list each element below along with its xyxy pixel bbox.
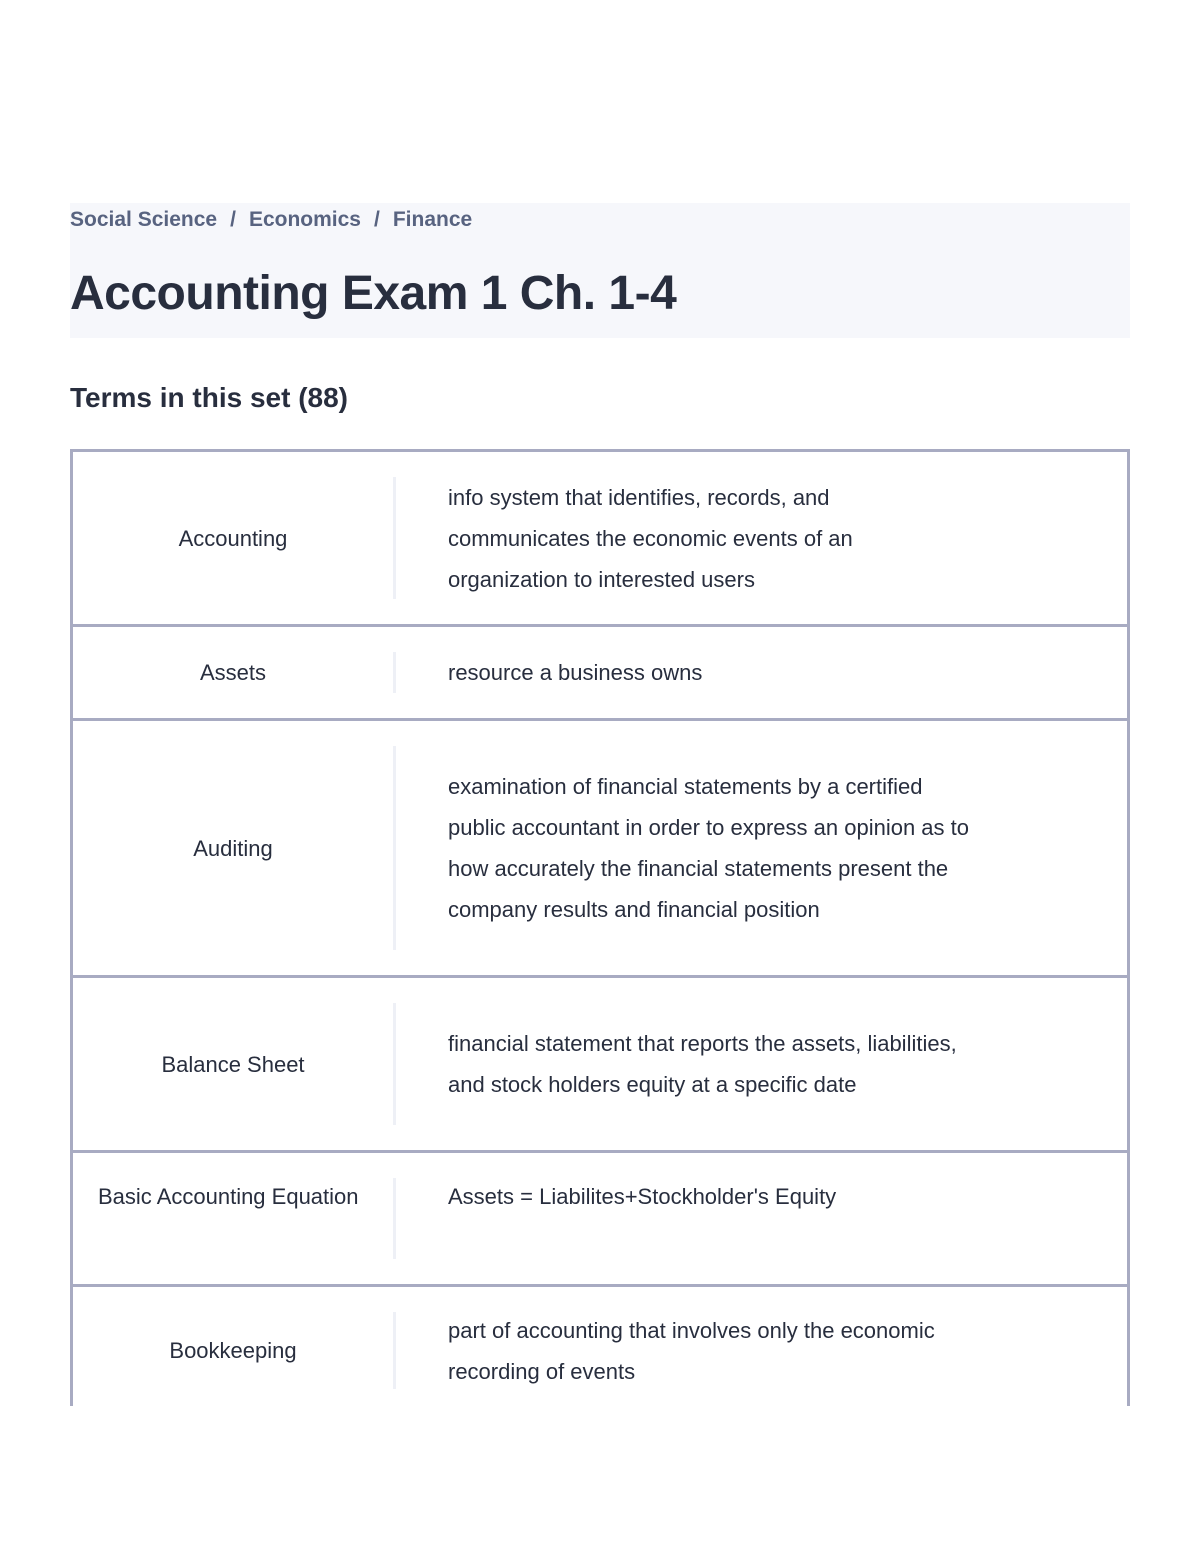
term-word: Accounting bbox=[178, 525, 288, 551]
term-definition: Assets = Liabilites+Stockholder's Equity bbox=[448, 1184, 837, 1209]
term-definition: financial statement that reports the assets, liabilities, and stock holders equity at a specific date bbox=[448, 1031, 957, 1097]
breadcrumb-item-economics[interactable]: Economics bbox=[248, 208, 361, 231]
breadcrumb bbox=[70, 206, 472, 234]
term-word: Balance Sheet bbox=[161, 1051, 305, 1077]
terms-heading: Terms in this set (88) bbox=[70, 382, 349, 413]
term-word: Auditing bbox=[193, 835, 273, 861]
term-row bbox=[70, 718, 1130, 978]
breadcrumb-item-finance[interactable]: Finance bbox=[392, 208, 473, 231]
term-definition: examination of financial statements by a certified public accountant in order to express an opinion as to how accurately the financial statements present the company results and financial position bbox=[448, 774, 969, 922]
term-definition: info system that identifies, records, and communicates the economic events of an organization to interested users bbox=[448, 484, 853, 592]
term-row bbox=[70, 1150, 1130, 1287]
term-row bbox=[70, 975, 1130, 1153]
term-word: Basic Accounting Equation bbox=[98, 1184, 359, 1209]
term-definition: resource a business owns bbox=[448, 660, 703, 685]
term-row bbox=[70, 624, 1130, 721]
breadcrumb-separator: / bbox=[373, 208, 380, 231]
term-row bbox=[70, 449, 1130, 627]
term-row bbox=[70, 1284, 1130, 1406]
page-title: Accounting Exam 1 Ch. 1-4 bbox=[70, 267, 677, 320]
breadcrumb-separator: / bbox=[230, 208, 236, 231]
terms-list bbox=[70, 449, 1130, 1406]
breadcrumb-item-social-science[interactable]: Social Science bbox=[70, 208, 218, 231]
term-word: Assets bbox=[199, 660, 267, 685]
term-definition: part of accounting that involves only the economic recording of events bbox=[448, 1317, 935, 1384]
term-word: Bookkeeping bbox=[169, 1338, 297, 1363]
